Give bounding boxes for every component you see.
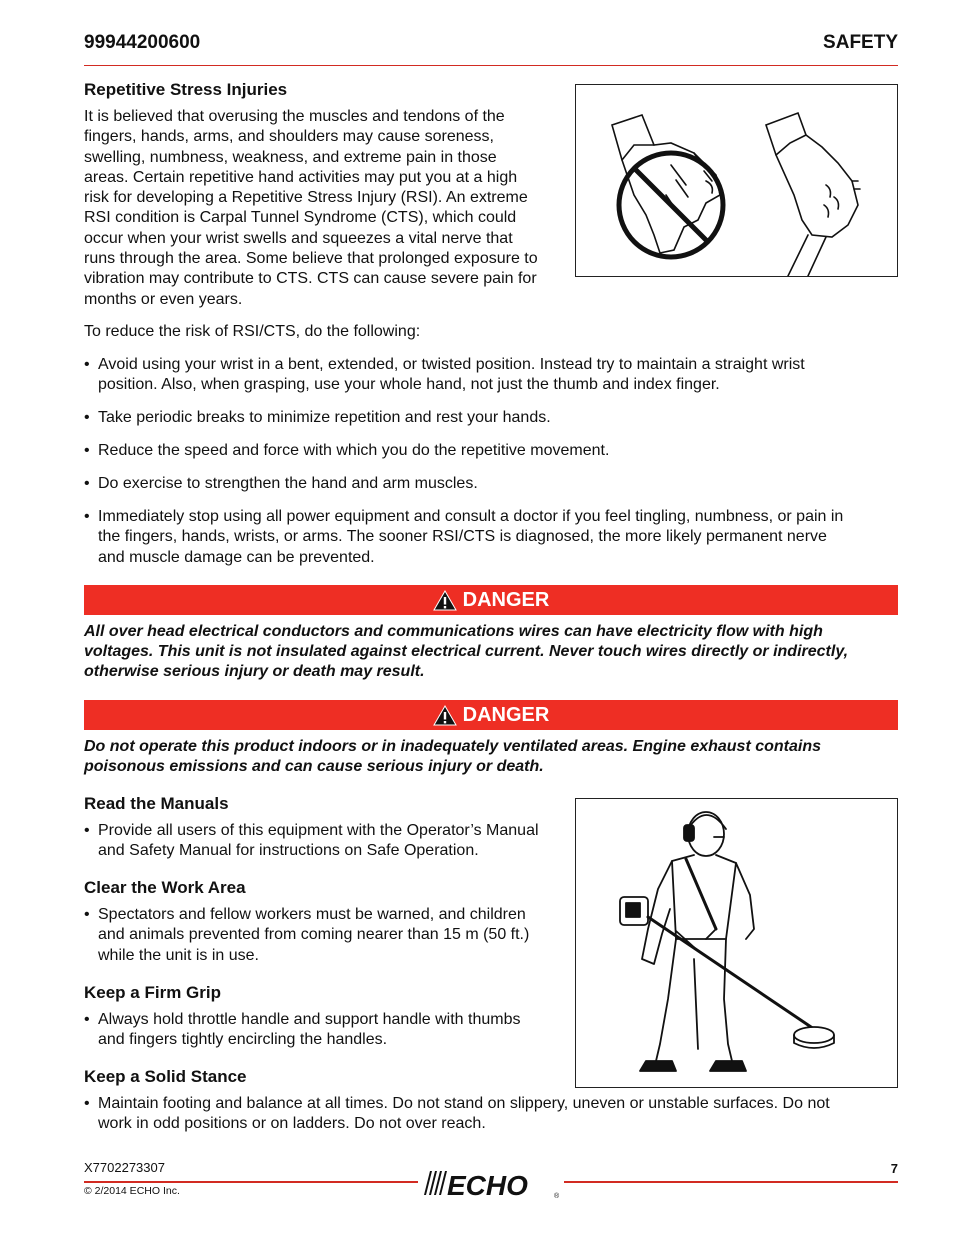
text-line: RSI condition is Carpal Tunnel Syndrome (CTS), which could [84,209,517,227]
text-line: while the unit is in use. [98,946,259,964]
wrist-illustration [576,85,897,276]
footer-part-number: X7702273307 [84,1160,165,1175]
danger-banner [84,700,898,730]
list-item [84,474,904,494]
text-line: otherwise serious injury or death may result. [84,663,425,680]
document-number: 99944200600 [84,32,201,53]
bullet-icon: • [84,475,90,492]
text-line: Spectators and fellow workers must be warned, and children [98,906,526,923]
text-line: months or even years. [84,290,243,308]
text-line: and Safety Manual for instructions on Safe Operation. [98,842,479,860]
warning-triangle-icon [433,705,457,726]
text-line: Reduce the speed and force with which you do the repetitive movement. [98,442,610,459]
bullet-icon: • [84,1011,90,1028]
bullet-icon: • [84,1095,90,1112]
text-line: It is believed that overusing the muscles and tendons of the [84,108,505,125]
bullet-icon: • [84,906,90,923]
bullet-icon: • [84,409,90,426]
echo-logo-icon [418,1165,564,1201]
footer-copyright: © 2/2014 ECHO Inc. [84,1185,180,1197]
text-line: and muscle damage can be prevented. [98,548,375,566]
text-line: occur when your wrist swells and squeezes a vital nerve that [84,229,513,247]
text-line: All over head electrical conductors and communications wires can have electricity flow with high [84,623,823,640]
list-item [84,1094,904,1135]
danger-message [84,622,904,682]
rsi-paragraph [84,107,574,310]
text-line: Do not operate this product indoors or in inadequately ventilated areas. Engine exhaust contains [84,738,822,755]
list-item [84,507,904,568]
grip-heading: Keep a Firm Grip [84,983,221,1002]
bullet-icon: • [84,356,90,373]
bullet-icon: • [84,442,90,459]
list-item [84,441,904,461]
text-line: Always hold throttle handle and support handle with thumbs [98,1011,521,1028]
logo-wordmark: ECHO [447,1170,528,1201]
text-line: Immediately stop using all power equipment and consult a doctor if you feel tingling, numbness, or pain in [98,508,844,525]
list-item [84,355,904,396]
bullet-icon: • [84,822,90,839]
danger-message [84,737,904,777]
danger-banner [84,585,898,615]
text-line: Take periodic breaks to minimize repetition and rest your hands. [98,409,551,426]
list-item [84,1010,574,1051]
list-item [84,905,574,966]
danger-label: DANGER [462,703,550,726]
danger-label: DANGER [462,588,550,611]
text-line: runs through the area. Some believe that prolonged exposure to [84,250,538,268]
echo-logo [418,1165,564,1201]
text-line: Provide all users of this equipment with the Operator’s Manual [98,822,539,839]
text-line: areas. Certain repetitive hand activities may put you at a high [84,168,518,186]
manuals-heading: Read the Manuals [84,794,229,813]
text-line: vibration may contribute to CTS. CTS can cause severe pain for [84,270,537,288]
logo-registered-mark: ® [554,1193,560,1200]
text-line: risk for developing a Repetitive Stress Injury (RSI). An extreme [84,189,528,207]
text-line: and fingers tightly encircling the handles. [98,1031,388,1049]
list-item [84,408,904,428]
list-item [84,821,574,862]
text-line: voltages. This unit is not insulated against electrical current. Never touch wires directly or indirectly, [84,643,849,660]
operator-illustration [576,799,897,1087]
operator-figure [575,798,898,1088]
work-area-heading: Clear the Work Area [84,878,246,897]
rsi-intro: To reduce the risk of RSI/CTS, do the following: [84,323,421,340]
text-line: and animals prevented from coming nearer than 15 m (50 ft.) [98,926,530,944]
text-line: the fingers, hands, wrists, or arms. The sooner RSI/CTS is diagnosed, the more likely permanent nerve [98,528,827,546]
text-line: fingers, hands, arms, and shoulders may cause soreness, [84,128,494,146]
text-line: Do exercise to strengthen the hand and arm muscles. [98,475,478,492]
text-line: Avoid using your wrist in a bent, extended, or twisted position. Instead try to maintain a straight wrist [98,356,805,373]
text-line: swelling, numbness, weakness, and extreme pain in those [84,148,497,166]
text-line: position. Also, when grasping, use your whole hand, not just the thumb and index finger. [98,376,720,394]
rsi-heading: Repetitive Stress Injuries [84,80,288,99]
wrist-position-figure [575,84,898,277]
text-line: poisonous emissions and can cause serious injury or death. [84,758,544,775]
section-title: SAFETY [823,32,898,53]
warning-triangle-icon [433,590,457,611]
page-header [84,32,898,66]
bullet-icon: • [84,508,90,525]
text-line: Maintain footing and balance at all times. Do not stand on slippery, uneven or unstable surfaces. Do not [98,1095,830,1112]
page-number: 7 [890,1161,898,1176]
text-line: work in odd positions or on ladders. Do not over reach. [98,1115,486,1133]
stance-heading: Keep a Solid Stance [84,1067,247,1086]
